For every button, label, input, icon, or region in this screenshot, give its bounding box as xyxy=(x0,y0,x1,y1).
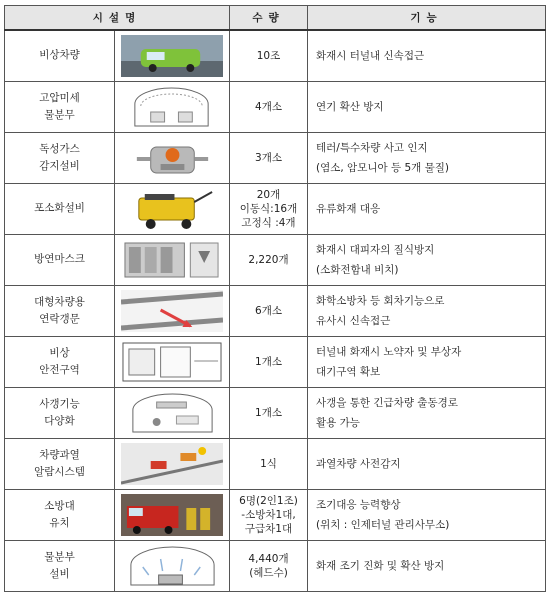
gas-detector-image xyxy=(121,137,223,179)
facility-quantity-line: 1개소 xyxy=(255,406,282,419)
facility-quantity xyxy=(230,540,308,591)
facility-quantity-line: 고정식 :4개 xyxy=(241,216,296,229)
table-row xyxy=(5,234,546,285)
facility-name xyxy=(5,30,115,82)
facility-name-line: 방연마스크 xyxy=(34,253,85,265)
facility-name xyxy=(5,132,115,183)
facility-image-cell xyxy=(115,132,230,183)
fire-truck-image xyxy=(121,494,223,536)
facility-function-line: (염소, 암모니아 등 5개 물질) xyxy=(316,161,449,174)
water-spray-tunnel-image xyxy=(121,545,223,587)
water-mist-tunnel-image xyxy=(121,86,223,128)
safety-zone-plan-image xyxy=(121,341,223,383)
facility-image-cell xyxy=(115,540,230,591)
facility-quantity xyxy=(230,387,308,438)
facility-name-line: 차량과열 xyxy=(39,448,80,461)
facility-function-line: (소화전함내 비치) xyxy=(316,263,399,276)
facility-name-line: 설비 xyxy=(49,567,70,580)
facility-function xyxy=(308,132,546,183)
table-row xyxy=(5,387,546,438)
facility-quantity-line: 10조 xyxy=(256,49,281,62)
facility-quantity xyxy=(230,489,308,540)
facility-function-line: 과열차량 사전감지 xyxy=(316,457,401,470)
facility-quantity xyxy=(230,183,308,234)
facility-function xyxy=(308,81,546,132)
facility-name xyxy=(5,336,115,387)
table-row xyxy=(5,183,546,234)
facility-name-line: 감지설비 xyxy=(39,159,80,172)
facility-image-cell xyxy=(115,234,230,285)
facility-name-line: 고압미세 xyxy=(39,91,80,104)
smoke-mask-cabinet-image xyxy=(121,239,223,281)
table-row xyxy=(5,438,546,489)
connecting-passage-image xyxy=(121,290,223,332)
facility-quantity xyxy=(230,81,308,132)
facility-table xyxy=(4,5,546,592)
facility-name-line: 알람시스템 xyxy=(34,465,85,478)
table-row xyxy=(5,285,546,336)
facility-name-line: 사갱기능 xyxy=(39,397,80,410)
facility-function xyxy=(308,30,546,82)
facility-quantity xyxy=(230,234,308,285)
facility-quantity-line: -소방차1대, xyxy=(241,508,296,521)
table-row xyxy=(5,132,546,183)
header-function: 기능 xyxy=(308,6,546,30)
facility-name-line: 소방대 xyxy=(44,499,75,512)
facility-function-line: 화학소방차 등 회차기능으로 xyxy=(316,294,445,307)
facility-name-line: 비상차량 xyxy=(39,49,80,61)
facility-function xyxy=(308,387,546,438)
facility-name xyxy=(5,489,115,540)
facility-name-line: 물분부 xyxy=(44,550,75,563)
table-row xyxy=(5,489,546,540)
facility-function-line: 유사시 신속접근 xyxy=(316,314,391,327)
facility-quantity-line: 2,220개 xyxy=(248,253,289,266)
facility-name-line: 다양화 xyxy=(44,414,75,427)
facility-quantity-line: 1개소 xyxy=(255,355,282,368)
facility-quantity-line: 이동식:16개 xyxy=(239,202,298,215)
facility-quantity-line: 1식 xyxy=(260,457,277,470)
facility-function-line: 터널내 화재시 노약자 및 부상자 xyxy=(316,345,462,358)
facility-image-cell xyxy=(115,387,230,438)
facility-function-line: 사갱을 통한 긴급차량 출동경로 xyxy=(316,396,458,409)
facility-name-line: 비상 xyxy=(49,346,70,359)
facility-image-cell xyxy=(115,81,230,132)
facility-function xyxy=(308,489,546,540)
table-row xyxy=(5,30,546,82)
facility-name xyxy=(5,540,115,591)
table-header-row xyxy=(5,6,546,30)
overheat-alarm-image xyxy=(121,443,223,485)
facility-name xyxy=(5,183,115,234)
facility-quantity-line: 4개소 xyxy=(255,100,282,113)
facility-function-line: 테러/특수차량 사고 인지 xyxy=(316,141,428,154)
table-row xyxy=(5,336,546,387)
table-row xyxy=(5,540,546,591)
emergency-vehicle-image xyxy=(121,35,223,77)
facility-quantity-line: 4,440개 xyxy=(248,552,289,565)
facility-image-cell xyxy=(115,285,230,336)
facility-quantity-line: 6개소 xyxy=(255,304,282,317)
facility-image-cell xyxy=(115,30,230,82)
facility-name xyxy=(5,387,115,438)
facility-quantity xyxy=(230,132,308,183)
facility-image-cell xyxy=(115,489,230,540)
facility-function-line: 활용 가능 xyxy=(316,416,360,429)
facility-function-line: 화재시 대피자의 질식방지 xyxy=(316,243,435,256)
facility-function-line: 화재시 터널내 신속접근 xyxy=(316,49,425,62)
facility-image-cell xyxy=(115,438,230,489)
inclined-shaft-image xyxy=(121,392,223,434)
facility-name xyxy=(5,285,115,336)
facility-quantity xyxy=(230,285,308,336)
facility-name-line: 유치 xyxy=(49,516,70,529)
facility-name-line: 물분무 xyxy=(44,108,75,121)
facility-name xyxy=(5,438,115,489)
facility-quantity xyxy=(230,438,308,489)
facility-image-cell xyxy=(115,336,230,387)
facility-quantity xyxy=(230,30,308,82)
foam-extinguisher-cart-image xyxy=(121,188,223,230)
header-quantity: 수량 xyxy=(230,6,308,30)
facility-function-line: 대기구역 확보 xyxy=(316,365,381,378)
facility-name-line: 포소화설비 xyxy=(34,202,85,214)
facility-function xyxy=(308,234,546,285)
facility-function-line: 화재 조기 진화 및 확산 방지 xyxy=(316,559,445,572)
facility-name-line: 연락갱문 xyxy=(39,312,80,325)
facility-quantity-line: 구급차1대 xyxy=(244,522,293,535)
facility-function xyxy=(308,540,546,591)
facility-function-line: (위치 : 인제터널 관리사무소) xyxy=(316,518,450,531)
facility-function-line: 유류화재 대응 xyxy=(316,202,381,215)
facility-quantity xyxy=(230,336,308,387)
facility-name xyxy=(5,234,115,285)
facility-image-cell xyxy=(115,183,230,234)
facility-function xyxy=(308,336,546,387)
table-row xyxy=(5,81,546,132)
facility-name xyxy=(5,81,115,132)
facility-name-line: 독성가스 xyxy=(39,142,80,155)
facility-quantity-line: 20개 xyxy=(256,188,281,201)
facility-name-line: 안전구역 xyxy=(39,363,80,376)
facility-quantity-line: 6명(2인1조) xyxy=(239,494,298,507)
facility-function xyxy=(308,183,546,234)
header-facility: 시설명 xyxy=(5,6,230,30)
facility-function-line: 연기 확산 방지 xyxy=(316,100,384,113)
facility-quantity-line: 3개소 xyxy=(255,151,282,164)
facility-name-line: 대형차량용 xyxy=(34,295,85,308)
facility-quantity-line: (헤드수) xyxy=(249,566,288,579)
facility-function-line: 조기대응 능력향상 xyxy=(316,498,401,511)
facility-function xyxy=(308,285,546,336)
facility-function xyxy=(308,438,546,489)
